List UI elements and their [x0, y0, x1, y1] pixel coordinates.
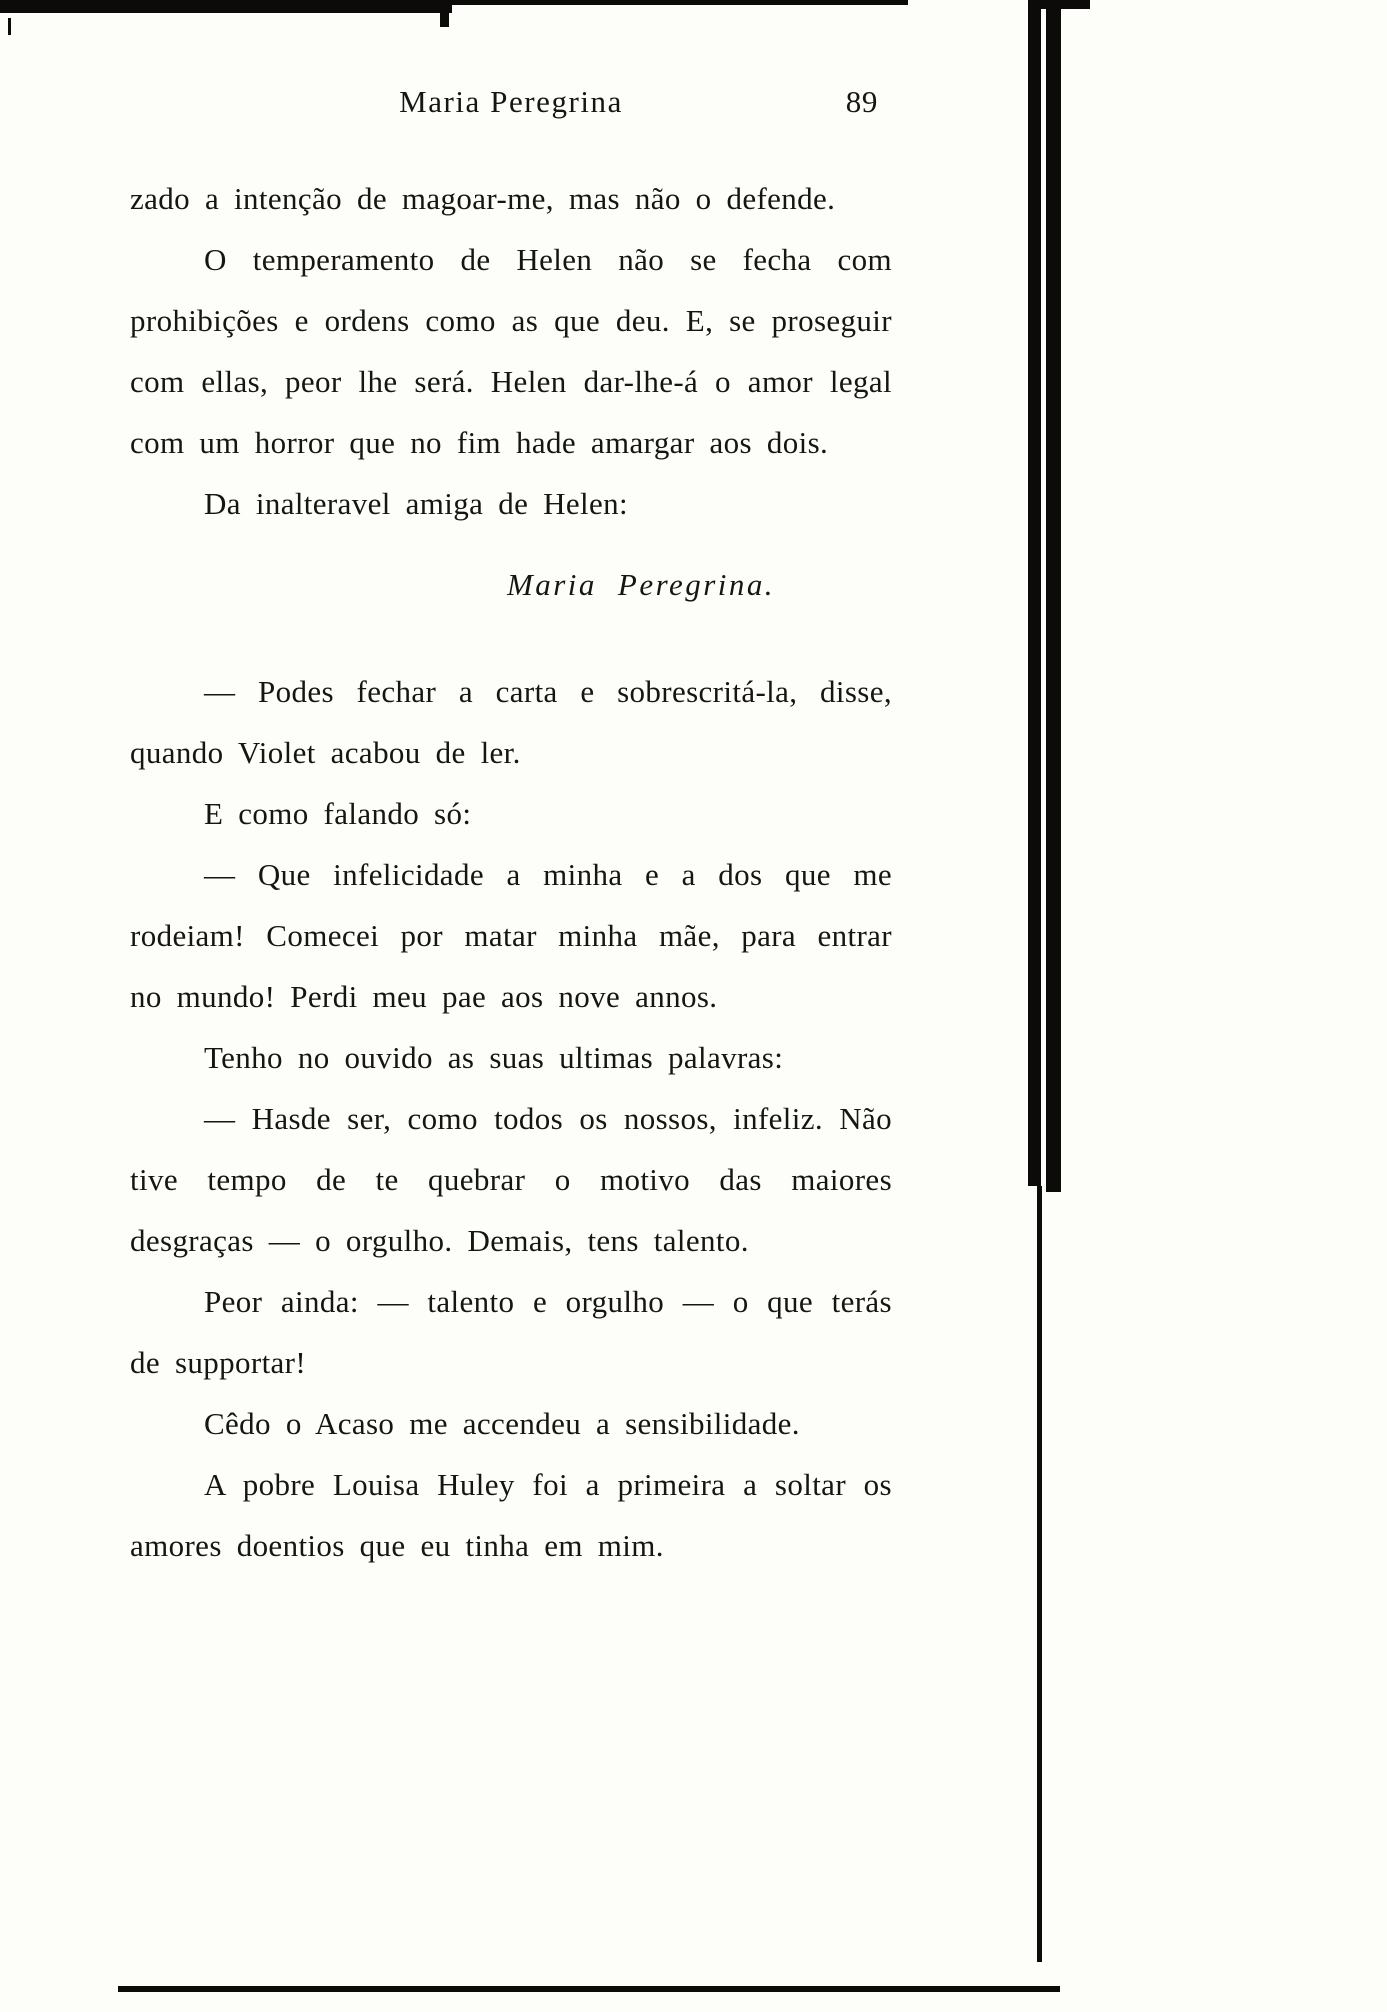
paragraph-continuation: zado a intenção de magoar-me, mas não o defende.: [130, 181, 836, 216]
paragraph: Peor ainda: — talento e orgulho — o que terás de supportar!: [130, 1284, 892, 1380]
signature-line: Maria Peregrina.: [506, 567, 776, 602]
scan-artifact-top-left-bar: [0, 0, 452, 13]
paragraph: Cêdo o Acaso me accendeu a sensibilidade.: [204, 1406, 800, 1441]
scan-artifact-binding-band-inner: [1046, 0, 1061, 1192]
scan-artifact-top-tick: [440, 0, 449, 27]
paragraph: O temperamento de Helen não se fecha com prohibições e ordens como as que deu. E, se proseguir com ellas, peor lhe será. Helen dar-lhe-á o amor legal com um horror que no fim hade amargar aos dois.: [130, 242, 892, 460]
page-number: 89: [845, 84, 878, 119]
scan-artifact-binding-line-lower: [1037, 1186, 1042, 1962]
paragraph: Da inalteravel amiga de Helen:: [204, 486, 629, 521]
running-header-title: Maria Peregrina: [399, 84, 623, 119]
paragraph: A pobre Louisa Huley foi a primeira a soltar os amores doentios que eu tinha em mim.: [130, 1467, 892, 1563]
running-header: [130, 84, 892, 128]
scan-artifact-binding-band-outer: [1028, 0, 1041, 1186]
paragraph: E como falando só:: [204, 796, 472, 831]
paragraph: — Que infelicidade a minha e a dos que me rodeiam! Comecei por matar minha mãe, para entrar no mundo! Perdi meu pae aos nove annos.: [130, 857, 892, 1014]
scan-artifact-bottom-line: [118, 1986, 1060, 1992]
paragraph: Tenho no ouvido as suas ultimas palavras:: [204, 1040, 784, 1075]
paragraph: — Podes fechar a carta e sobrescritá-la, disse, quando Violet acabou de ler.: [130, 674, 892, 770]
paragraph: — Hasde ser, como todos os nossos, infeliz. Não tive tempo de te quebrar o motivo das maiores desgraças — o orgulho. Demais, tens talento.: [130, 1101, 892, 1258]
page-text-block: [130, 168, 892, 1576]
scan-artifact-corner-mark: [8, 18, 11, 35]
scan-artifact-top-right-line: [452, 0, 908, 5]
